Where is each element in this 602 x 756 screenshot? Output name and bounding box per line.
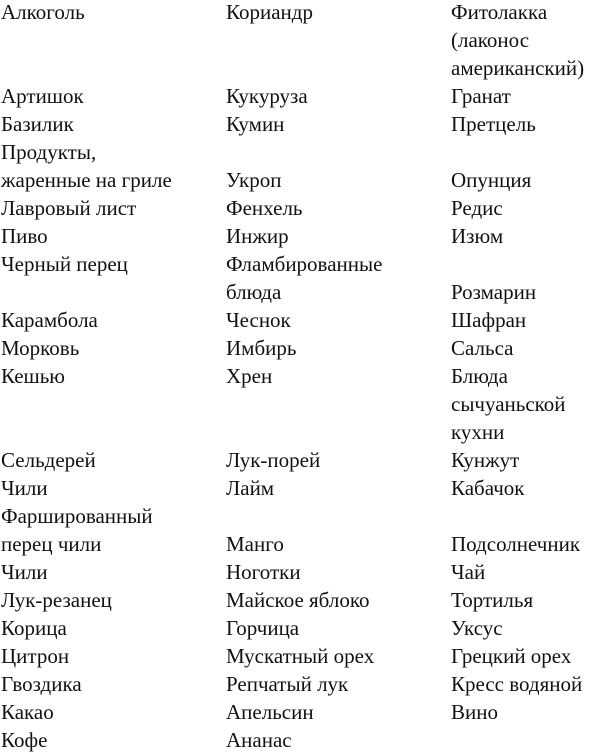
ingredient-line: Хрен bbox=[226, 364, 273, 388]
ingredient-line: жаренные на гриле bbox=[1, 168, 172, 192]
ingredient-line bbox=[1, 56, 219, 84]
ingredient-line: Опунция bbox=[451, 168, 532, 192]
ingredient-line bbox=[226, 392, 444, 420]
ingredient-line bbox=[1, 280, 219, 308]
ingredient-line: Лайм bbox=[226, 476, 275, 500]
ingredient-line: Кешью bbox=[1, 364, 65, 388]
ingredient-line: Лук-порей bbox=[226, 448, 321, 472]
ingredient-line bbox=[1, 420, 219, 448]
ingredient-line: Редис bbox=[451, 196, 503, 220]
ingredient-line bbox=[226, 56, 444, 84]
ingredient-line: Кукуруза bbox=[226, 84, 308, 108]
ingredient-line: Мускатный орех bbox=[226, 644, 375, 668]
column-3 bbox=[451, 0, 602, 756]
ingredient-line bbox=[226, 504, 444, 532]
ingredient-line: Манго bbox=[226, 532, 284, 556]
ingredient-line: Базилик bbox=[1, 112, 74, 136]
ingredient-line: Алкоголь bbox=[1, 0, 85, 24]
ingredient-line: Чай bbox=[451, 560, 486, 584]
ingredient-line: Гвоздика bbox=[1, 672, 82, 696]
ingredient-line: Цитрон bbox=[1, 644, 70, 668]
ingredient-line: Шафран bbox=[451, 308, 527, 332]
ingredient-line: кухни bbox=[451, 420, 505, 444]
ingredient-line: Сальса bbox=[451, 336, 514, 360]
ingredient-line bbox=[226, 140, 444, 168]
ingredient-line: Имбирь bbox=[226, 336, 297, 360]
ingredient-line: Фаршированный bbox=[1, 504, 153, 528]
ingredient-line: Изюм bbox=[451, 224, 504, 248]
ingredient-line: блюда bbox=[226, 280, 282, 304]
ingredient-line: Ноготки bbox=[226, 560, 301, 584]
ingredient-line: Корица bbox=[1, 616, 67, 640]
ingredient-line: Инжир bbox=[226, 224, 289, 248]
ingredient-line: Гранат bbox=[451, 84, 511, 108]
ingredient-line bbox=[226, 28, 444, 56]
ingredient-line bbox=[226, 420, 444, 448]
ingredient-line: Артишок bbox=[1, 84, 84, 108]
ingredient-line: Фламбированные bbox=[226, 252, 383, 276]
column-2 bbox=[226, 0, 444, 756]
ingredient-line: Пиво bbox=[1, 224, 48, 248]
ingredient-line: Кумин bbox=[226, 112, 285, 136]
ingredient-line: Черный перец bbox=[1, 252, 128, 276]
ingredient-line: Сельдерей bbox=[1, 448, 96, 472]
ingredient-line: Морковь bbox=[1, 336, 80, 360]
ingredient-line: Апельсин bbox=[226, 700, 314, 724]
ingredient-line bbox=[1, 392, 219, 420]
ingredient-line: перец чили bbox=[1, 532, 102, 556]
ingredient-line: Чеснок bbox=[226, 308, 291, 332]
ingredient-line: Тортилья bbox=[451, 588, 534, 612]
ingredient-line: Какао bbox=[1, 700, 54, 724]
ingredient-line: Уксус bbox=[451, 616, 503, 640]
ingredient-line: Укроп bbox=[226, 168, 282, 192]
ingredient-line: Лук-резанец bbox=[1, 588, 112, 612]
ingredient-line bbox=[451, 504, 602, 532]
ingredient-line: (лаконос bbox=[451, 28, 530, 52]
ingredient-line: Вино bbox=[451, 700, 498, 724]
ingredient-line: Чили bbox=[1, 560, 48, 584]
ingredient-line: Чили bbox=[1, 476, 48, 500]
ingredient-line: Репчатый лук bbox=[226, 672, 349, 696]
ingredient-line: сычуаньской bbox=[451, 392, 566, 416]
ingredient-line: Лавровый лист bbox=[1, 196, 137, 220]
ingredient-line: Карамбола bbox=[1, 308, 98, 332]
ingredient-line: Кофе bbox=[1, 728, 48, 752]
ingredient-line: Горчица bbox=[226, 616, 300, 640]
ingredient-line: Фенхель bbox=[226, 196, 303, 220]
ingredient-line bbox=[451, 252, 602, 280]
ingredient-line: Подсолнечник bbox=[451, 532, 581, 556]
ingredient-line: Грецкий орех bbox=[451, 644, 572, 668]
ingredient-line: Кабачок bbox=[451, 476, 525, 500]
ingredient-line bbox=[1, 28, 219, 56]
ingredient-line: Майское яблоко bbox=[226, 588, 370, 612]
ingredient-line: Продукты, bbox=[1, 140, 97, 164]
ingredient-line: Блюда bbox=[451, 364, 508, 388]
ingredient-line: Кресс водяной bbox=[451, 672, 583, 696]
ingredient-line: Претцель bbox=[451, 112, 536, 136]
ingredient-line: Ананас bbox=[226, 728, 292, 752]
ingredient-line: Фитолакка bbox=[451, 0, 548, 24]
ingredient-line: американский) bbox=[451, 56, 585, 80]
ingredient-line: Кориандр bbox=[226, 0, 313, 24]
ingredient-line bbox=[451, 140, 602, 168]
ingredient-line: Кунжут bbox=[451, 448, 520, 472]
ingredient-line bbox=[451, 728, 602, 756]
ingredient-line: Розмарин bbox=[451, 280, 537, 304]
column-1 bbox=[1, 0, 219, 756]
